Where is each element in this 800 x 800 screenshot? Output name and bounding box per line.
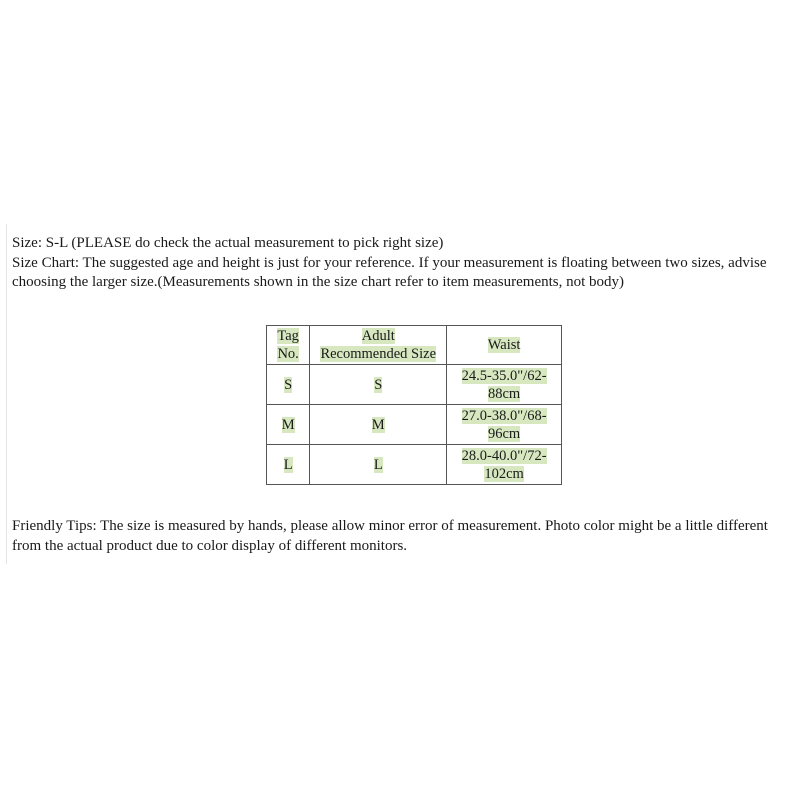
- cell-tag: [267, 405, 310, 445]
- friendly-tips-text: Friendly Tips: The size is measured by hands, please allow minor error of measurement. Photo color might be a little different from the actual product due to color display of different monitors.: [12, 518, 768, 554]
- table-row: [267, 365, 562, 405]
- header-tag-no: [267, 326, 310, 365]
- cell-tag-value: S: [284, 376, 293, 393]
- intro-section: [12, 234, 798, 293]
- cell-recommended-value: M: [371, 416, 385, 433]
- cell-waist-line1: 27.0-38.0"/68-: [461, 407, 547, 424]
- friendly-tips-section: [12, 517, 798, 556]
- cell-tag-value: M: [281, 416, 295, 433]
- header-tag-line2: No.: [277, 346, 299, 362]
- header-tag-line1: Tag: [277, 328, 299, 344]
- size-chart-table: [266, 325, 562, 485]
- cell-tag: [267, 445, 310, 485]
- header-waist: [447, 326, 562, 365]
- cell-waist-line2: 88cm: [487, 385, 521, 402]
- header-rec-line1: Adult: [361, 328, 395, 344]
- cell-waist: [447, 365, 562, 405]
- size-range-line: Size: S-L (PLEASE do check the actual measurement to pick right size): [12, 235, 444, 251]
- cell-tag: [267, 365, 310, 405]
- cell-recommended: [310, 445, 447, 485]
- table-header-row: [267, 326, 562, 365]
- cell-waist-line1: 28.0-40.0"/72-: [461, 447, 547, 464]
- table-row: [267, 445, 562, 485]
- cell-waist: [447, 445, 562, 485]
- cell-waist-line2: 96cm: [487, 425, 521, 442]
- cell-recommended-value: L: [373, 456, 383, 473]
- cell-recommended: [310, 405, 447, 445]
- cell-recommended-value: S: [374, 376, 383, 393]
- table-row: [267, 405, 562, 445]
- header-waist-label: Waist: [487, 337, 521, 353]
- left-divider: [6, 224, 7, 564]
- cell-waist-line1: 24.5-35.0"/62-: [461, 367, 547, 384]
- cell-waist: [447, 405, 562, 445]
- size-chart-note: Size Chart: The suggested age and height is just for your reference. If your measurement is floating between two sizes, advise choosing the larger size.(Measurements shown in the size chart refer to item measurements, not body): [12, 254, 767, 290]
- cell-waist-line2: 102cm: [484, 465, 524, 482]
- header-recommended-size: [310, 326, 447, 365]
- cell-tag-value: L: [283, 456, 293, 473]
- cell-recommended: [310, 365, 447, 405]
- header-rec-line2: Recommended Size: [320, 346, 437, 362]
